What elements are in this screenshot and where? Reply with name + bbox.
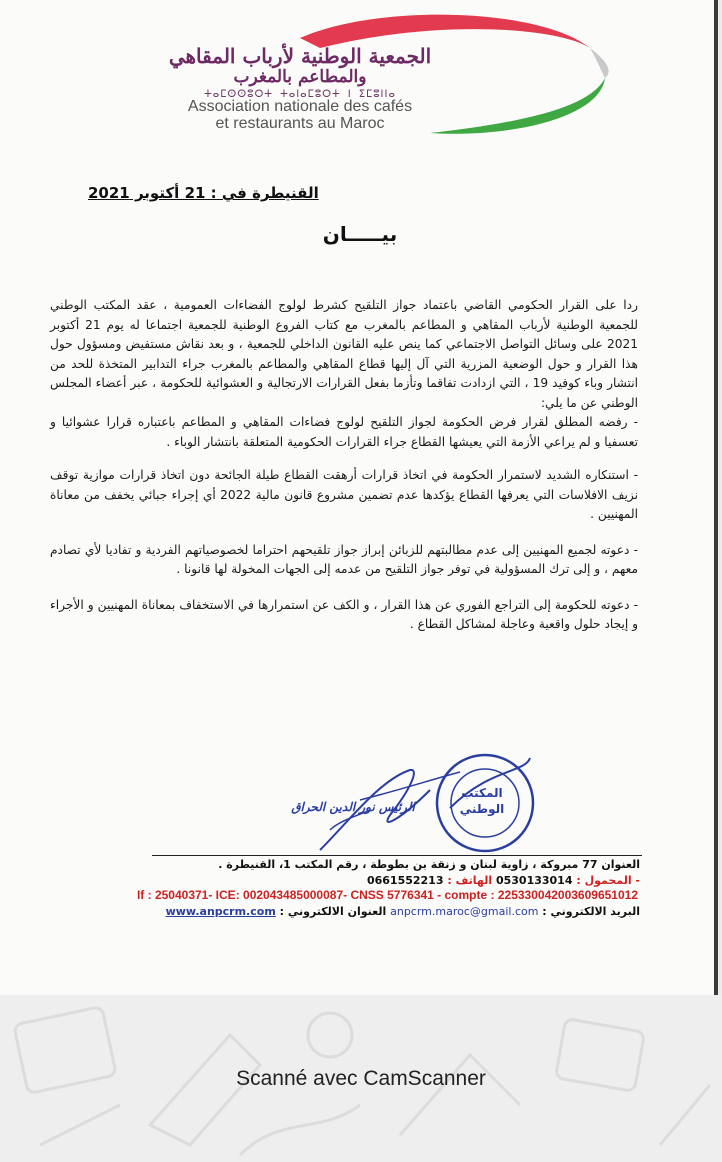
footer-contacts	[150, 905, 640, 918]
association-name-arabic-2: والمطاعم بالمغرب	[233, 67, 367, 87]
stamp-line: المكتب	[461, 786, 503, 800]
footer-phones	[150, 874, 640, 887]
phone-label: الهاتف :	[447, 874, 493, 887]
statement-body	[50, 296, 638, 651]
association-name-french-2: et restaurants au Maroc	[215, 115, 385, 132]
point-paragraph: - دعوته لجميع المهنيين إلى عدم مطالبتهم للزبائن إبراز جواز تلقيحهم احتراما لخصوصياتهم الفردية و تفاديا لأي تصادم معهم ، و إلى ترك المسؤولية في توفر جواز التلقيح من عدمه إلى الجهات المخولة لها قانونا .	[50, 542, 638, 576]
stamp-line: الوطني	[459, 802, 505, 816]
scanner-watermark: Scanné avec CamScanner	[236, 1067, 486, 1090]
website-link[interactable]: www.anpcrm.com	[165, 905, 276, 918]
intro-paragraph: ردا على القرار الحكومي القاضي باعتماد جواز التلقيح كشرط لولوج الفضاءات العمومية ، عقد المكتب الوطني للجمعية الوطنية لأرباب المقاهي و المطاعم بالمغرب مع كتاب الفروع الوطنية للجمعية اجتماعا له يوم 21 أكتوبر 2021 على وسائل التواصل الاجتماعي كما ينص عليه القانون الداخلي للجمعية ، و بعد نقاش مستفيض ومسؤول حول هذا القرار و حول الوضعية المزرية التي آل إليها قطاع المقاهي والمطاعم بالمغرب جراء التدابير المتخذة للحد من انتشار وباء كوفيد 19 ، التي ازدادت تفاقما وتأزما بفعل القرارات الارتجالية و العشوائية للحكومة ، عبر أعضاء المجلس الوطني عن ما يلي:	[50, 298, 638, 410]
association-name-french: Association nationale des cafés	[187, 98, 413, 115]
mobile-number: 0530133014	[495, 874, 573, 887]
point-paragraph: - دعوته للحكومة إلى التراجع الفوري عن هذا القرار ، و الكف عن استمرارها في الاستخفاف بمعاناة المهنيين و الأجراء و إيجاد حلول واقعية وعاجلة لمشاكل القطاع .	[50, 597, 638, 631]
email-link[interactable]: anpcrm.maroc@gmail.com	[390, 905, 539, 918]
footer-ids: If : 25040371- ICE: 002043485000087- CNSS 5776341 - compte : 225330042003609651012	[136, 888, 638, 902]
association-name-arabic: الجمعية الوطنية لأرباب المقاهي	[168, 44, 432, 68]
web-label: العنوان الالكتروني :	[279, 905, 387, 918]
statement-title: بيـــــان	[322, 222, 398, 246]
date-line: القنيطرة في : 21 أكتوبر 2021	[88, 184, 319, 202]
email-label: البريد الالكتروني :	[542, 905, 640, 918]
footer-address: العنوان 77 مبروكة ، زاوية لبنان و زنقة بن بطوطة ، رقم المكتب 1، القنيطرة .	[218, 858, 640, 871]
signatory-name: الرئيس نور الدين الحراق	[291, 800, 415, 814]
footer-divider	[152, 855, 642, 856]
mobile-label: - المحمول :	[576, 874, 640, 887]
logo-red-arc	[300, 15, 590, 48]
association-name-tifinagh: ⵜⴰⵎⵙⵙⵓⵔⵜ ⵜⴰⵏⴰⵎⵓⵔⵜ ⵏ ⵉⵎⵓⵏⵏⴰ	[204, 89, 396, 100]
page-edge-shadow	[714, 0, 718, 995]
point-paragraph: - استنكاره الشديد لاستمرار الحكومة في اتخاذ قرارات أرهقت القطاع طيلة الجائحة دون اتخاذ قرارات موازية توقف نزيف الافلاسات التي يعرفها القطاع يؤكدها عدم تضمين مشروع قانون مالية 2022 أي إجراء جبائي يخفف من معاناة المهنيين .	[50, 468, 638, 521]
point-paragraph: - رفضه المطلق لقرار فرض الحكومة لجواز التلقيح لولوج فضاءات المقاهي و المطاعم باعتباره قرارا عشوائيا و تعسفيا و لم يراعي الأزمة التي يعيشها القطاع جراء القرارات الحكومية المتعلقة بانتشار الوباء .	[50, 415, 638, 449]
phone-number: 0661552213	[366, 874, 444, 887]
